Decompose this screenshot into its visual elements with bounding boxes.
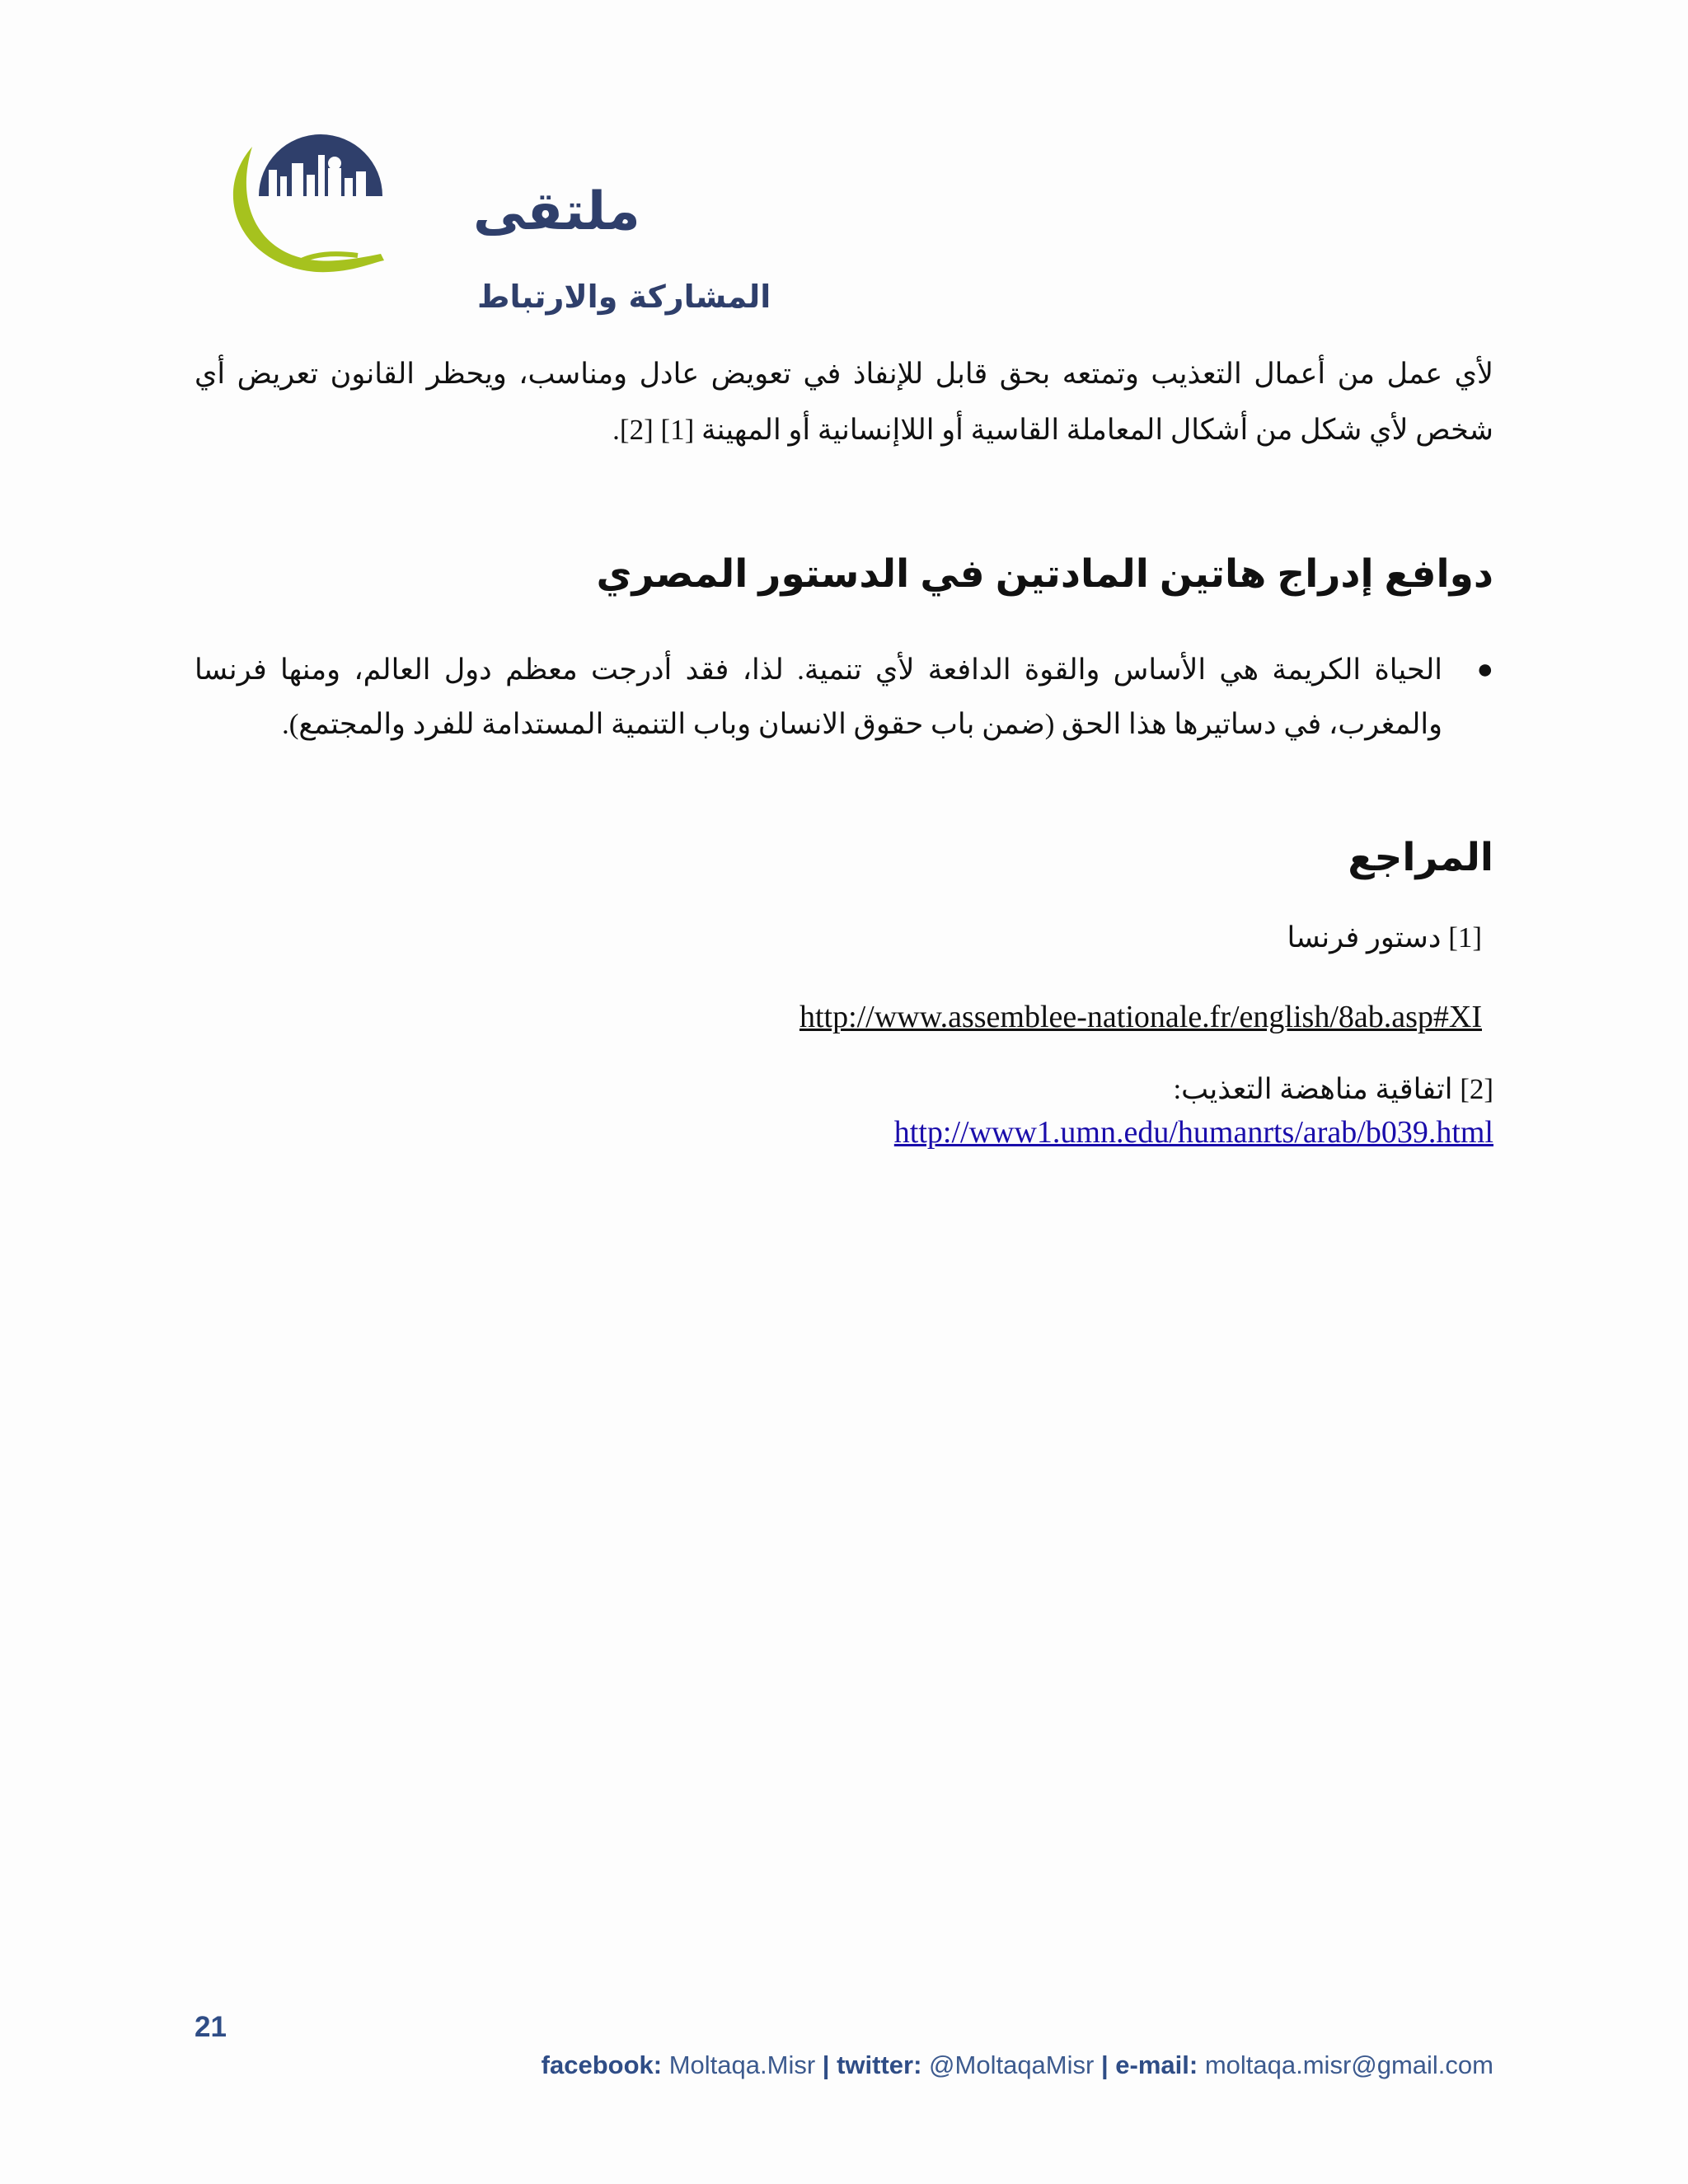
motives-heading: دوافع إدراج هاتين المادتين في الدستور المصري [596,551,1493,595]
bullet-icon: ● [1476,654,1493,685]
reference-1 [1287,921,1482,954]
footer-separator: | [1100,2050,1109,2079]
logo-tagline-text: المشاركة والارتباط [477,279,771,315]
moltaqa-logo [193,97,771,320]
reference-1-label: دستور فرنسا [1287,921,1442,954]
logo-brand-text: ملتقى [473,181,640,242]
intro-paragraph: لأي عمل من أعمال التعذيب وتمتعه بحق قابل للإنفاذ في تعويض عادل ومناسب، ويحظر القانون تعريض أي شخص لأي شكل من أشكال المعاملة القاسية أو اللاإنسانية أو المهينة [1] [2]. [195,358,1493,446]
email-address: moltaqa.misr@gmail.com [1204,2050,1493,2079]
references-heading: المراجع [1348,835,1493,879]
twitter-label: twitter: [837,2050,922,2079]
facebook-label: facebook: [541,2050,663,2079]
reference-2-number: [2] [1460,1073,1493,1105]
footer-contacts [542,2050,1493,2080]
email-label: e-mail: [1115,2050,1198,2079]
reference-1-link[interactable]: http://www.assemblee-nationale.fr/english/8ab.asp#XI [799,1000,1482,1034]
twitter-handle: @MoltaqaMisr [929,2050,1095,2079]
footer-separator: | [822,2050,830,2079]
bullet-text: الحياة الكريمة هي الأساس والقوة الدافعة لأي تنمية. لذا، فقد أدرجت معظم دول العالم، ومنها فرنسا والمغرب، في دساتيرها هذا الحق (ضمن باب حقوق الانسان وباب التنمية المستدامة للفرد والمجتمع). [195,654,1442,740]
page-number: 21 [195,2011,227,2043]
reference-2 [1173,1073,1493,1106]
reference-1-number: [1] [1448,921,1482,954]
logo-emblem-icon [193,97,771,320]
bullet-list-item [195,643,1493,752]
facebook-handle: Moltaqa.Misr [668,2050,816,2079]
reference-2-label: اتفاقية مناهضة التعذيب: [1173,1073,1453,1105]
reference-2-link[interactable]: http://www1.umn.edu/humanrts/arab/b039.html [893,1115,1493,1150]
